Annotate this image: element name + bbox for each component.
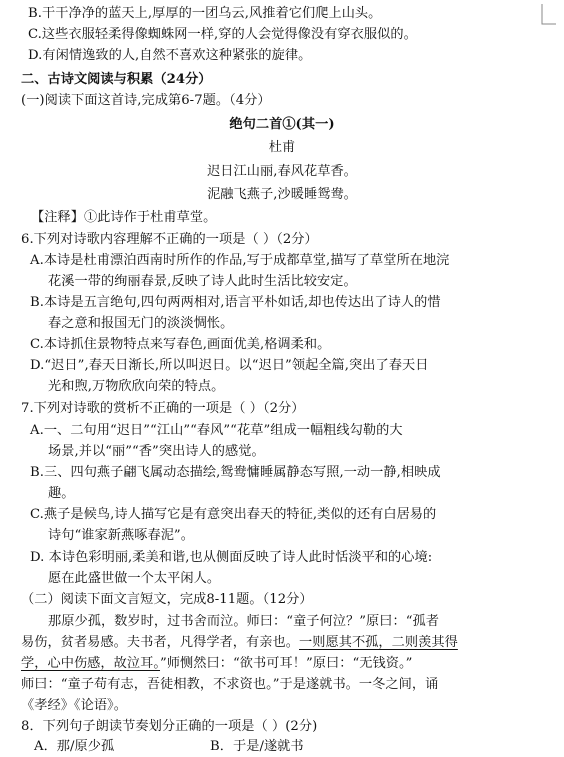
- part2-intro: （二）阅读下面文言短文，完成8-11题。（12分）: [21, 592, 313, 607]
- q7-option-d-line2: 愿在此盛世做一个太平闲人。: [48, 571, 221, 586]
- q6-option-b-line1: B.本诗是五言绝句,四句两两相对,语言平朴如话,却也传达出了诗人的惜: [30, 295, 441, 310]
- part1-intro: (一)阅读下面这首诗,完成第6-7题。（4分）: [21, 93, 271, 108]
- q7-option-c-line2: 诗句“谁家新燕啄春泥”。: [48, 528, 194, 543]
- passage-line-3: [21, 654, 412, 674]
- q8-option-b: B．于是/遂就书: [210, 739, 304, 754]
- poem-line-2: 泥融飞燕子,沙暖睡鸳鸯。: [207, 187, 357, 202]
- poem-line-1: 迟日江山丽,春风花草香。: [207, 164, 357, 179]
- q7-option-a-line1: A.一、二句用“迟日”“江山”“春风”“花草”组成一幅粗线勾勒的大: [30, 423, 403, 438]
- q7-stem: 7.下列对诗歌的赏析不正确的一项是（ ）（2分）: [21, 401, 305, 416]
- q6-stem: 6.下列对诗歌内容理解不正确的一项是（ ）（2分）: [21, 232, 318, 247]
- q6-option-b-line2: 春之意和报国无门的淡淡惆怅。: [48, 316, 234, 331]
- q5-option-b: B.干干净净的蓝天上,厚厚的一团乌云,风推着它们爬上山头。: [28, 6, 382, 21]
- poem-note: 【注释】①此诗作于杜甫草堂。: [31, 210, 217, 225]
- page-corner-mark: [540, 4, 556, 26]
- q7-option-d-line1: D. 本诗色彩明丽,柔美和谐,也从侧面反映了诗人此时恬淡平和的心境:: [30, 550, 433, 565]
- q7-option-b-line2: 趣。: [48, 486, 75, 501]
- q6-option-a-line2: 花溪一带的绚丽春景,反映了诗人此时生活比较安定。: [48, 274, 357, 289]
- q7-option-a-line2: 场景,并以“丽”“香”突出诗人的感觉。: [48, 444, 265, 459]
- passage-line-3-text: ”师恻然曰：“欲书可耳！”原曰：“无钱资。”: [160, 656, 413, 671]
- q6-option-d-line2: 光和煦,万物欣欣向荣的特点。: [48, 379, 225, 394]
- passage-line-1: 那原少孤，数岁时，过书舍而泣。师曰：“童子何泣？”原曰：“孤者: [48, 614, 440, 629]
- passage-line-5: 《孝经》《论语》。: [21, 698, 127, 713]
- poem-title: 绝句二首①(其一): [229, 117, 335, 132]
- q8-option-a: A．那/原少孤: [34, 739, 115, 754]
- q5-option-d: D.有闲情逸致的人,自然不喜欢这种紧张的旋律。: [28, 48, 312, 63]
- underlined-sentence-part1: 一则愿其不孤，二则羡其得: [299, 635, 458, 650]
- q8-stem: 8．下列句子朗读节奏划分正确的一项是（ ）(2分): [21, 719, 318, 734]
- passage-line-2: [21, 633, 458, 653]
- q7-option-c-line1: C.燕子是候鸟,诗人描写它是有意突出春天的特征,类似的还有白居易的: [30, 507, 437, 522]
- underlined-sentence-part2: 学，心中伤感，故泣耳。: [21, 656, 161, 671]
- q5-option-c: C.这些衣服轻柔得像蜘蛛网一样,穿的人会觉得像没有穿衣服似的。: [28, 27, 417, 42]
- section2-heading: 二、古诗文阅读与积累（24分）: [21, 72, 212, 87]
- q6-option-a-line1: A.本诗是杜甫漂泊西南时所作的作品,写于成都草堂,描写了草堂所在地浣: [30, 253, 450, 268]
- passage-line-4: 师曰：“童子苟有志，吾徒相教，不求资也。”于是遂就书。一冬之间，诵: [21, 677, 439, 692]
- passage-line-2-text: 易伤，贫者易感。夫书者，凡得学者，有亲也。: [21, 635, 299, 650]
- poem-author: 杜甫: [268, 140, 296, 155]
- q6-option-c: C.本诗抓住景物特点来写春色,画面优美,格调柔和。: [30, 337, 331, 352]
- q7-option-b-line1: B.三、四句燕子翩飞属动态描绘,鸳鸯慵睡属静态写照,一动一静,相映成: [30, 465, 441, 480]
- q6-option-d-line1: D.“迟日”,春天日渐长,所以叫迟日。以“迟日”领起全篇,突出了春天日: [30, 358, 429, 373]
